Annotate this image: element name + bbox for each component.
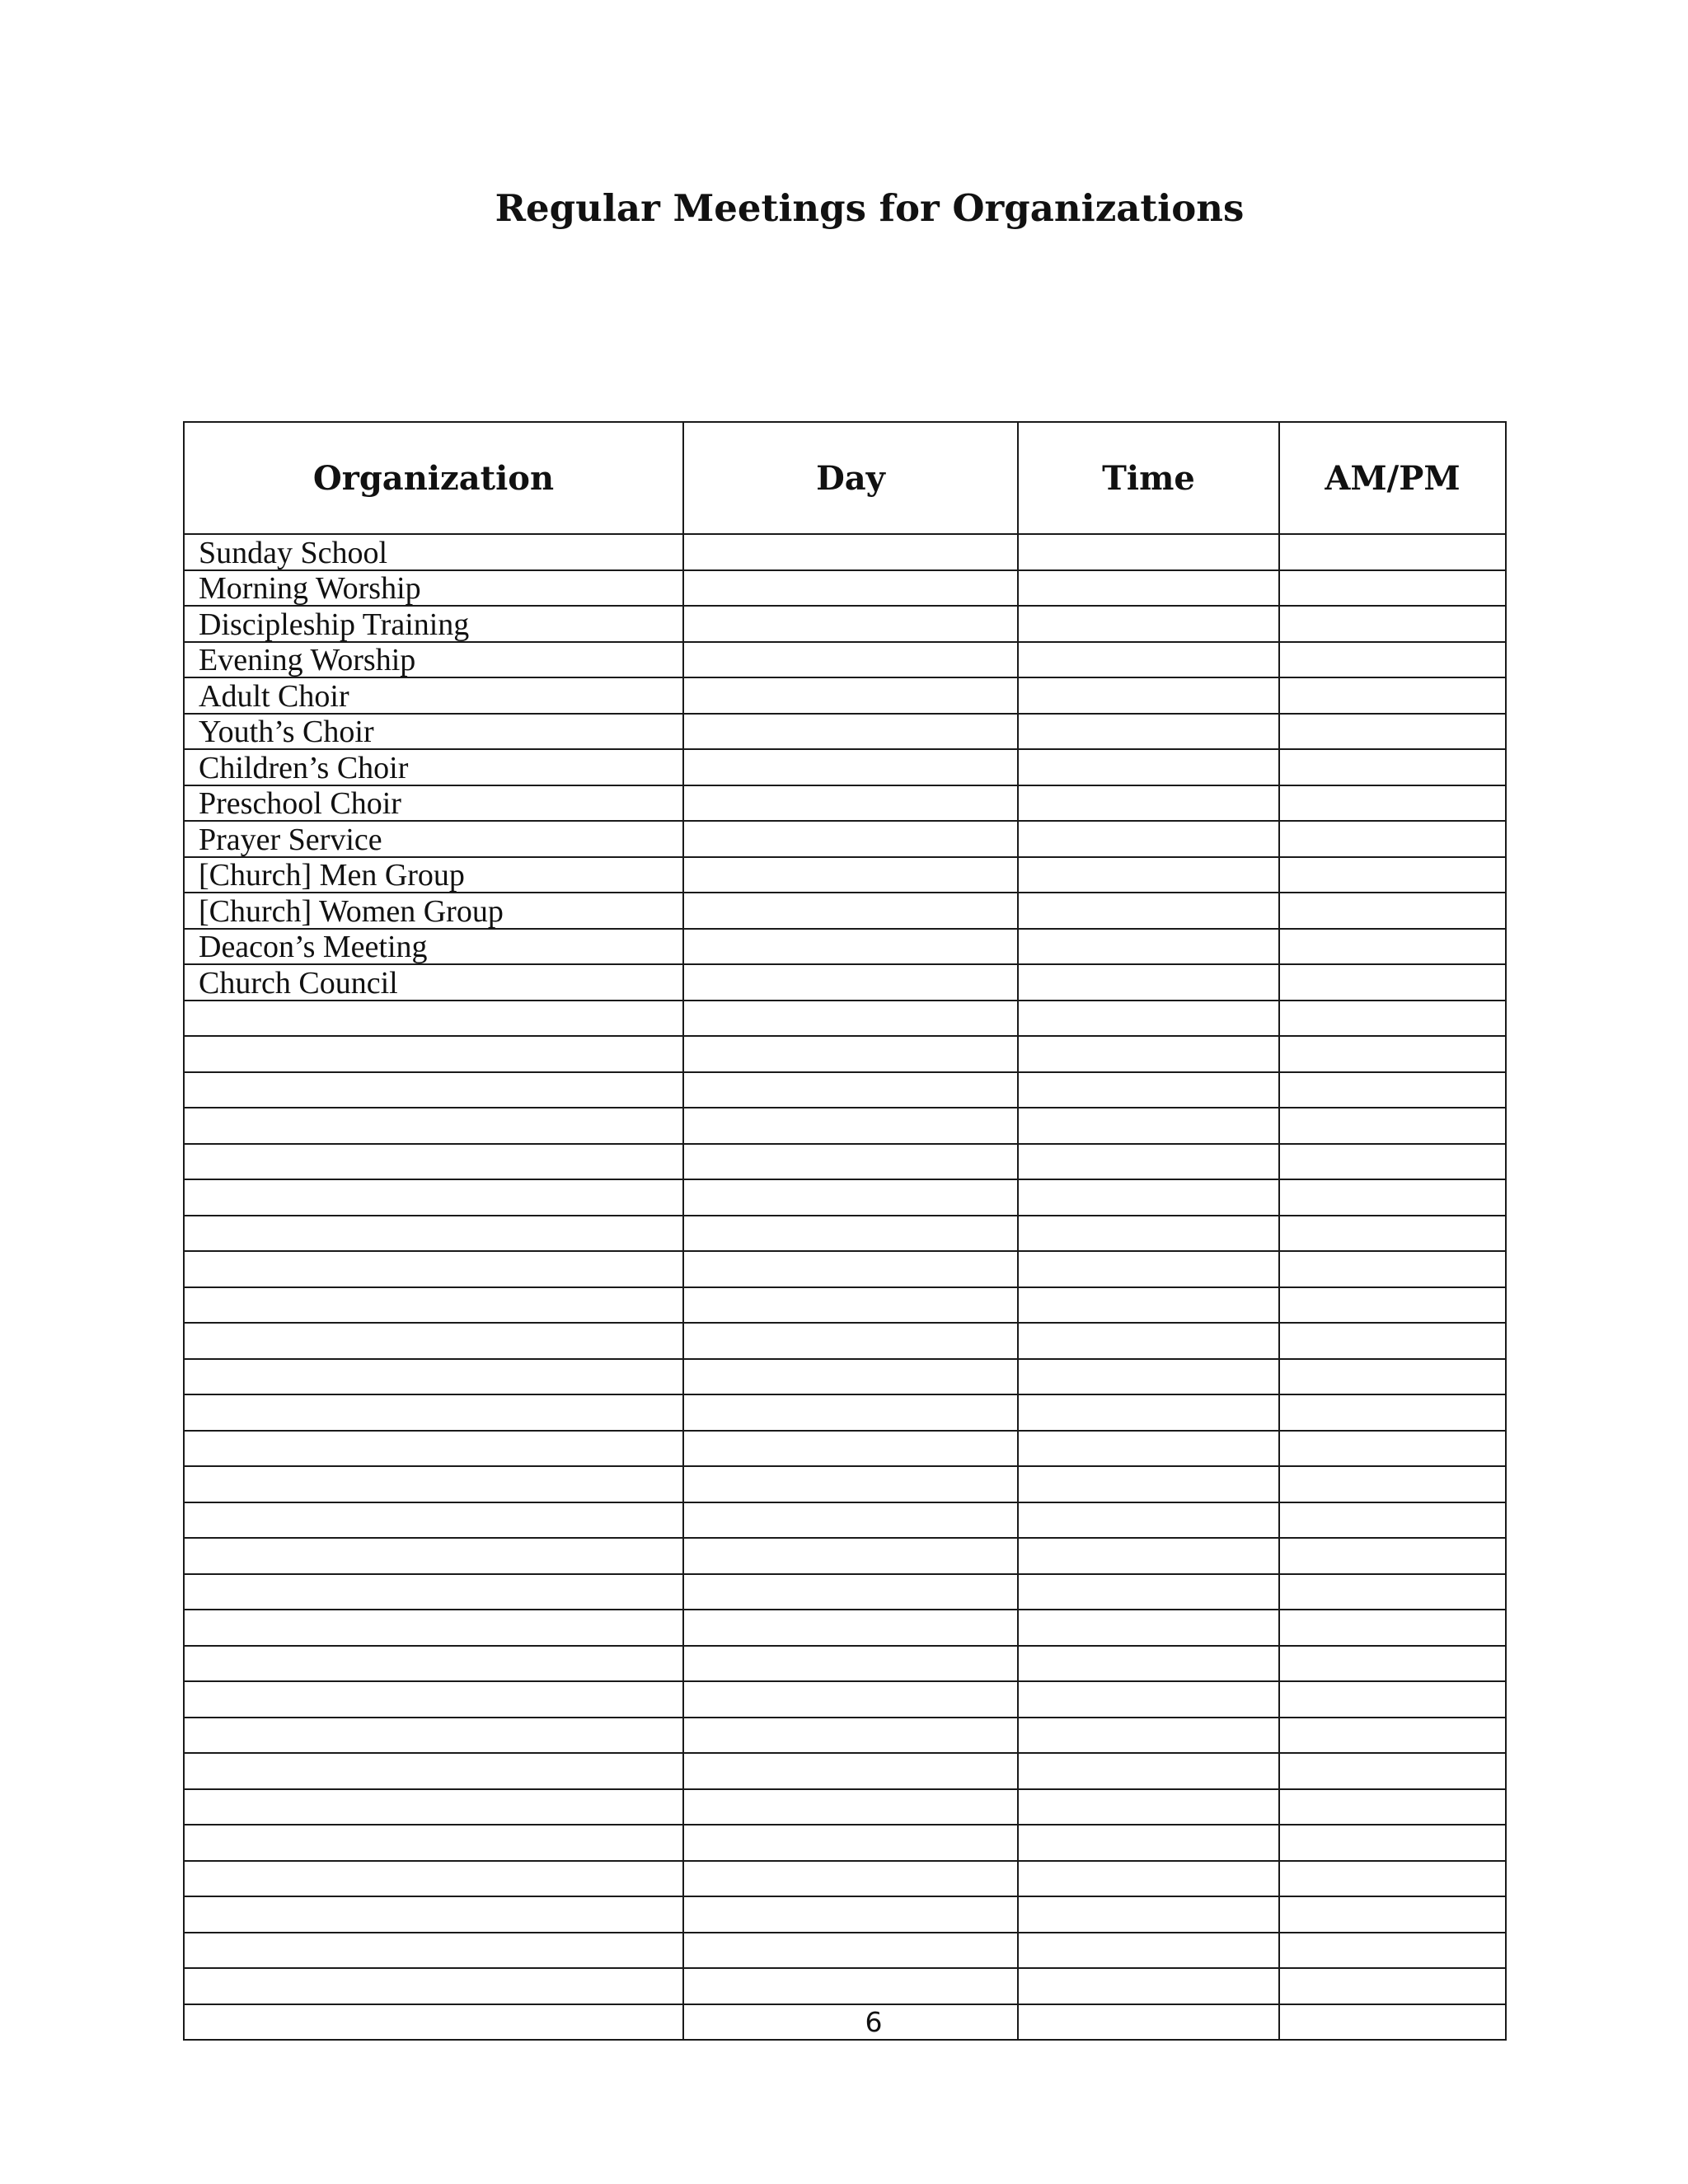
cell-day [683, 1359, 1018, 1395]
cell-ampm [1279, 1825, 1506, 1861]
table-row [184, 1538, 1506, 1574]
cell-ampm [1279, 1753, 1506, 1789]
table-row [184, 534, 1506, 570]
cell-ampm [1279, 964, 1506, 1001]
table-row [184, 1216, 1506, 1252]
cell-day [683, 1144, 1018, 1180]
cell-time [1018, 1359, 1279, 1395]
cell-organization: Discipleship Training [184, 606, 683, 642]
cell-organization [184, 1108, 683, 1144]
cell-day [683, 1179, 1018, 1216]
table-row [184, 821, 1506, 857]
cell-day [683, 1394, 1018, 1431]
cell-time [1018, 893, 1279, 929]
table-row [184, 929, 1506, 965]
cell-time [1018, 1753, 1279, 1789]
cell-ampm [1279, 1216, 1506, 1252]
cell-ampm [1279, 1502, 1506, 1539]
cell-day [683, 1968, 1018, 2004]
cell-time [1018, 1968, 1279, 2004]
table-row [184, 1323, 1506, 1359]
table-row [184, 1036, 1506, 1072]
table-row [184, 1394, 1506, 1431]
table-row [184, 1968, 1506, 2004]
table-row [184, 1179, 1506, 1216]
page-number: 6 [865, 2006, 883, 2038]
table-row [184, 1610, 1506, 1646]
cell-time [1018, 785, 1279, 822]
cell-time [1018, 1825, 1279, 1861]
cell-ampm [1279, 1968, 1506, 2004]
cell-organization: [Church] Women Group [184, 893, 683, 929]
cell-ampm [1279, 893, 1506, 929]
cell-day [683, 570, 1018, 607]
cell-time [1018, 1718, 1279, 1754]
cell-day [683, 677, 1018, 714]
cell-ampm [1279, 1789, 1506, 1825]
cell-time [1018, 1287, 1279, 1324]
cell-day [683, 1861, 1018, 1897]
cell-organization: [Church] Men Group [184, 857, 683, 893]
cell-organization [184, 1394, 683, 1431]
cell-day [683, 929, 1018, 965]
cell-time [1018, 1610, 1279, 1646]
table-row [184, 1933, 1506, 1969]
cell-organization: Sunday School [184, 534, 683, 570]
cell-day [683, 1753, 1018, 1789]
cell-ampm [1279, 714, 1506, 750]
table-row [184, 1287, 1506, 1324]
cell-day [683, 749, 1018, 785]
cell-day [683, 1789, 1018, 1825]
cell-time [1018, 1144, 1279, 1180]
cell-day [683, 1574, 1018, 1610]
table-row [184, 1108, 1506, 1144]
cell-ampm [1279, 749, 1506, 785]
cell-ampm [1279, 1681, 1506, 1718]
cell-ampm [1279, 1861, 1506, 1897]
cell-time [1018, 1001, 1279, 1037]
cell-ampm [1279, 1646, 1506, 1682]
cell-day [683, 1072, 1018, 1108]
cell-time [1018, 929, 1279, 965]
cell-organization [184, 1001, 683, 1037]
table-row [184, 1251, 1506, 1287]
cell-organization [184, 1359, 683, 1395]
cell-organization: Preschool Choir [184, 785, 683, 822]
cell-ampm [1279, 785, 1506, 822]
cell-day [683, 606, 1018, 642]
cell-time [1018, 714, 1279, 750]
cell-ampm [1279, 1251, 1506, 1287]
table-header-row [184, 422, 1506, 534]
cell-organization [184, 1287, 683, 1324]
cell-organization [184, 1681, 683, 1718]
table-row [184, 1718, 1506, 1754]
cell-time [1018, 749, 1279, 785]
column-header-time: Time [1018, 422, 1279, 534]
cell-time [1018, 1466, 1279, 1502]
table-row [184, 857, 1506, 893]
table-row [184, 570, 1506, 607]
cell-ampm [1279, 1036, 1506, 1072]
table-row [184, 1861, 1506, 1897]
cell-organization [184, 1718, 683, 1754]
table-row [184, 964, 1506, 1001]
cell-ampm [1279, 1179, 1506, 1216]
table-row [184, 1789, 1506, 1825]
cell-time [1018, 1933, 1279, 1969]
cell-organization: Church Council [184, 964, 683, 1001]
cell-time [1018, 857, 1279, 893]
cell-time [1018, 1179, 1279, 1216]
table-row [184, 1359, 1506, 1395]
cell-day [683, 1681, 1018, 1718]
table-row [184, 1681, 1506, 1718]
table-row [184, 785, 1506, 822]
cell-time [1018, 964, 1279, 1001]
cell-organization [184, 1216, 683, 1252]
cell-ampm [1279, 929, 1506, 965]
cell-day [683, 821, 1018, 857]
cell-ampm [1279, 1933, 1506, 1969]
table-row [184, 1825, 1506, 1861]
cell-ampm [1279, 1466, 1506, 1502]
cell-ampm [1279, 1574, 1506, 1610]
cell-time [1018, 677, 1279, 714]
cell-organization [184, 1538, 683, 1574]
cell-day [683, 714, 1018, 750]
cell-day [683, 642, 1018, 678]
cell-day [683, 1036, 1018, 1072]
cell-organization [184, 1646, 683, 1682]
cell-day [683, 1466, 1018, 1502]
cell-time [1018, 1072, 1279, 1108]
cell-organization: Prayer Service [184, 821, 683, 857]
cell-organization: Adult Choir [184, 677, 683, 714]
cell-ampm [1279, 1323, 1506, 1359]
cell-time [1018, 1646, 1279, 1682]
cell-organization: Children’s Choir [184, 749, 683, 785]
cell-organization: Deacon’s Meeting [184, 929, 683, 965]
cell-ampm [1279, 1394, 1506, 1431]
table-row [184, 606, 1506, 642]
cell-time [1018, 570, 1279, 607]
cell-time [1018, 1323, 1279, 1359]
cell-day [683, 857, 1018, 893]
cell-day [683, 1251, 1018, 1287]
table-row [184, 677, 1506, 714]
cell-organization: Morning Worship [184, 570, 683, 607]
cell-ampm [1279, 1718, 1506, 1754]
table-body [184, 534, 1506, 2040]
cell-day [683, 964, 1018, 1001]
cell-time [1018, 1036, 1279, 1072]
cell-organization [184, 1466, 683, 1502]
cell-ampm [1279, 534, 1506, 570]
cell-organization [184, 1072, 683, 1108]
cell-day [683, 534, 1018, 570]
cell-organization [184, 1251, 683, 1287]
cell-day [683, 1933, 1018, 1969]
table-row [184, 749, 1506, 785]
cell-organization [184, 1753, 683, 1789]
cell-organization [184, 1610, 683, 1646]
cell-time [1018, 1896, 1279, 1933]
cell-organization: Evening Worship [184, 642, 683, 678]
cell-organization [184, 1789, 683, 1825]
table-row [184, 642, 1506, 678]
cell-day [683, 1718, 1018, 1754]
cell-day [683, 1610, 1018, 1646]
cell-ampm [1279, 1359, 1506, 1395]
cell-organization [184, 1144, 683, 1180]
cell-ampm [1279, 642, 1506, 678]
cell-day [683, 1287, 1018, 1324]
column-header-ampm: AM/PM [1279, 422, 1506, 534]
cell-time [1018, 1574, 1279, 1610]
cell-organization [184, 1896, 683, 1933]
table-row [184, 1646, 1506, 1682]
cell-day [683, 1646, 1018, 1682]
cell-organization [184, 1825, 683, 1861]
cell-ampm [1279, 1001, 1506, 1037]
cell-time [1018, 606, 1279, 642]
cell-organization [184, 1933, 683, 1969]
cell-day [683, 1431, 1018, 1467]
cell-time [1018, 1681, 1279, 1718]
cell-ampm [1279, 1287, 1506, 1324]
cell-day [683, 1216, 1018, 1252]
column-header-organization: Organization [184, 422, 683, 534]
cell-day [683, 893, 1018, 929]
table-row [184, 1896, 1506, 1933]
table-row [184, 1431, 1506, 1467]
cell-day [683, 785, 1018, 822]
cell-time [1018, 1789, 1279, 1825]
cell-time [1018, 1251, 1279, 1287]
cell-day [683, 1538, 1018, 1574]
cell-ampm [1279, 1896, 1506, 1933]
cell-ampm [1279, 857, 1506, 893]
cell-time [1018, 1216, 1279, 1252]
table-row [184, 714, 1506, 750]
cell-time [1018, 1431, 1279, 1467]
cell-organization [184, 1574, 683, 1610]
cell-ampm [1279, 1538, 1506, 1574]
meetings-table [183, 421, 1507, 2041]
cell-organization [184, 1179, 683, 1216]
table-row [184, 1466, 1506, 1502]
cell-organization: Youth’s Choir [184, 714, 683, 750]
cell-organization [184, 1323, 683, 1359]
cell-time [1018, 1394, 1279, 1431]
cell-ampm [1279, 1144, 1506, 1180]
cell-day [683, 1108, 1018, 1144]
cell-organization [184, 1036, 683, 1072]
table-row [184, 1574, 1506, 1610]
page-title: Regular Meetings for Organizations [495, 186, 1245, 230]
cell-ampm [1279, 1431, 1506, 1467]
table-row [184, 1144, 1506, 1180]
cell-day [683, 1001, 1018, 1037]
cell-day [683, 1896, 1018, 1933]
cell-organization [184, 1861, 683, 1897]
cell-ampm [1279, 821, 1506, 857]
cell-time [1018, 1108, 1279, 1144]
cell-ampm [1279, 606, 1506, 642]
table-row [184, 1753, 1506, 1789]
cell-organization [184, 1431, 683, 1467]
table-row [184, 1072, 1506, 1108]
cell-ampm [1279, 1610, 1506, 1646]
cell-ampm [1279, 570, 1506, 607]
cell-day [683, 1323, 1018, 1359]
cell-ampm [1279, 1108, 1506, 1144]
table-row [184, 1001, 1506, 1037]
cell-ampm [1279, 677, 1506, 714]
table-row [184, 1502, 1506, 1539]
cell-time [1018, 1538, 1279, 1574]
cell-time [1018, 821, 1279, 857]
cell-ampm [1279, 1072, 1506, 1108]
cell-time [1018, 1861, 1279, 1897]
cell-organization [184, 1968, 683, 2004]
cell-time [1018, 642, 1279, 678]
cell-time [1018, 534, 1279, 570]
cell-day [683, 1825, 1018, 1861]
table-row [184, 893, 1506, 929]
column-header-day: Day [683, 422, 1018, 534]
cell-day [683, 1502, 1018, 1539]
cell-organization [184, 1502, 683, 1539]
cell-time [1018, 1502, 1279, 1539]
